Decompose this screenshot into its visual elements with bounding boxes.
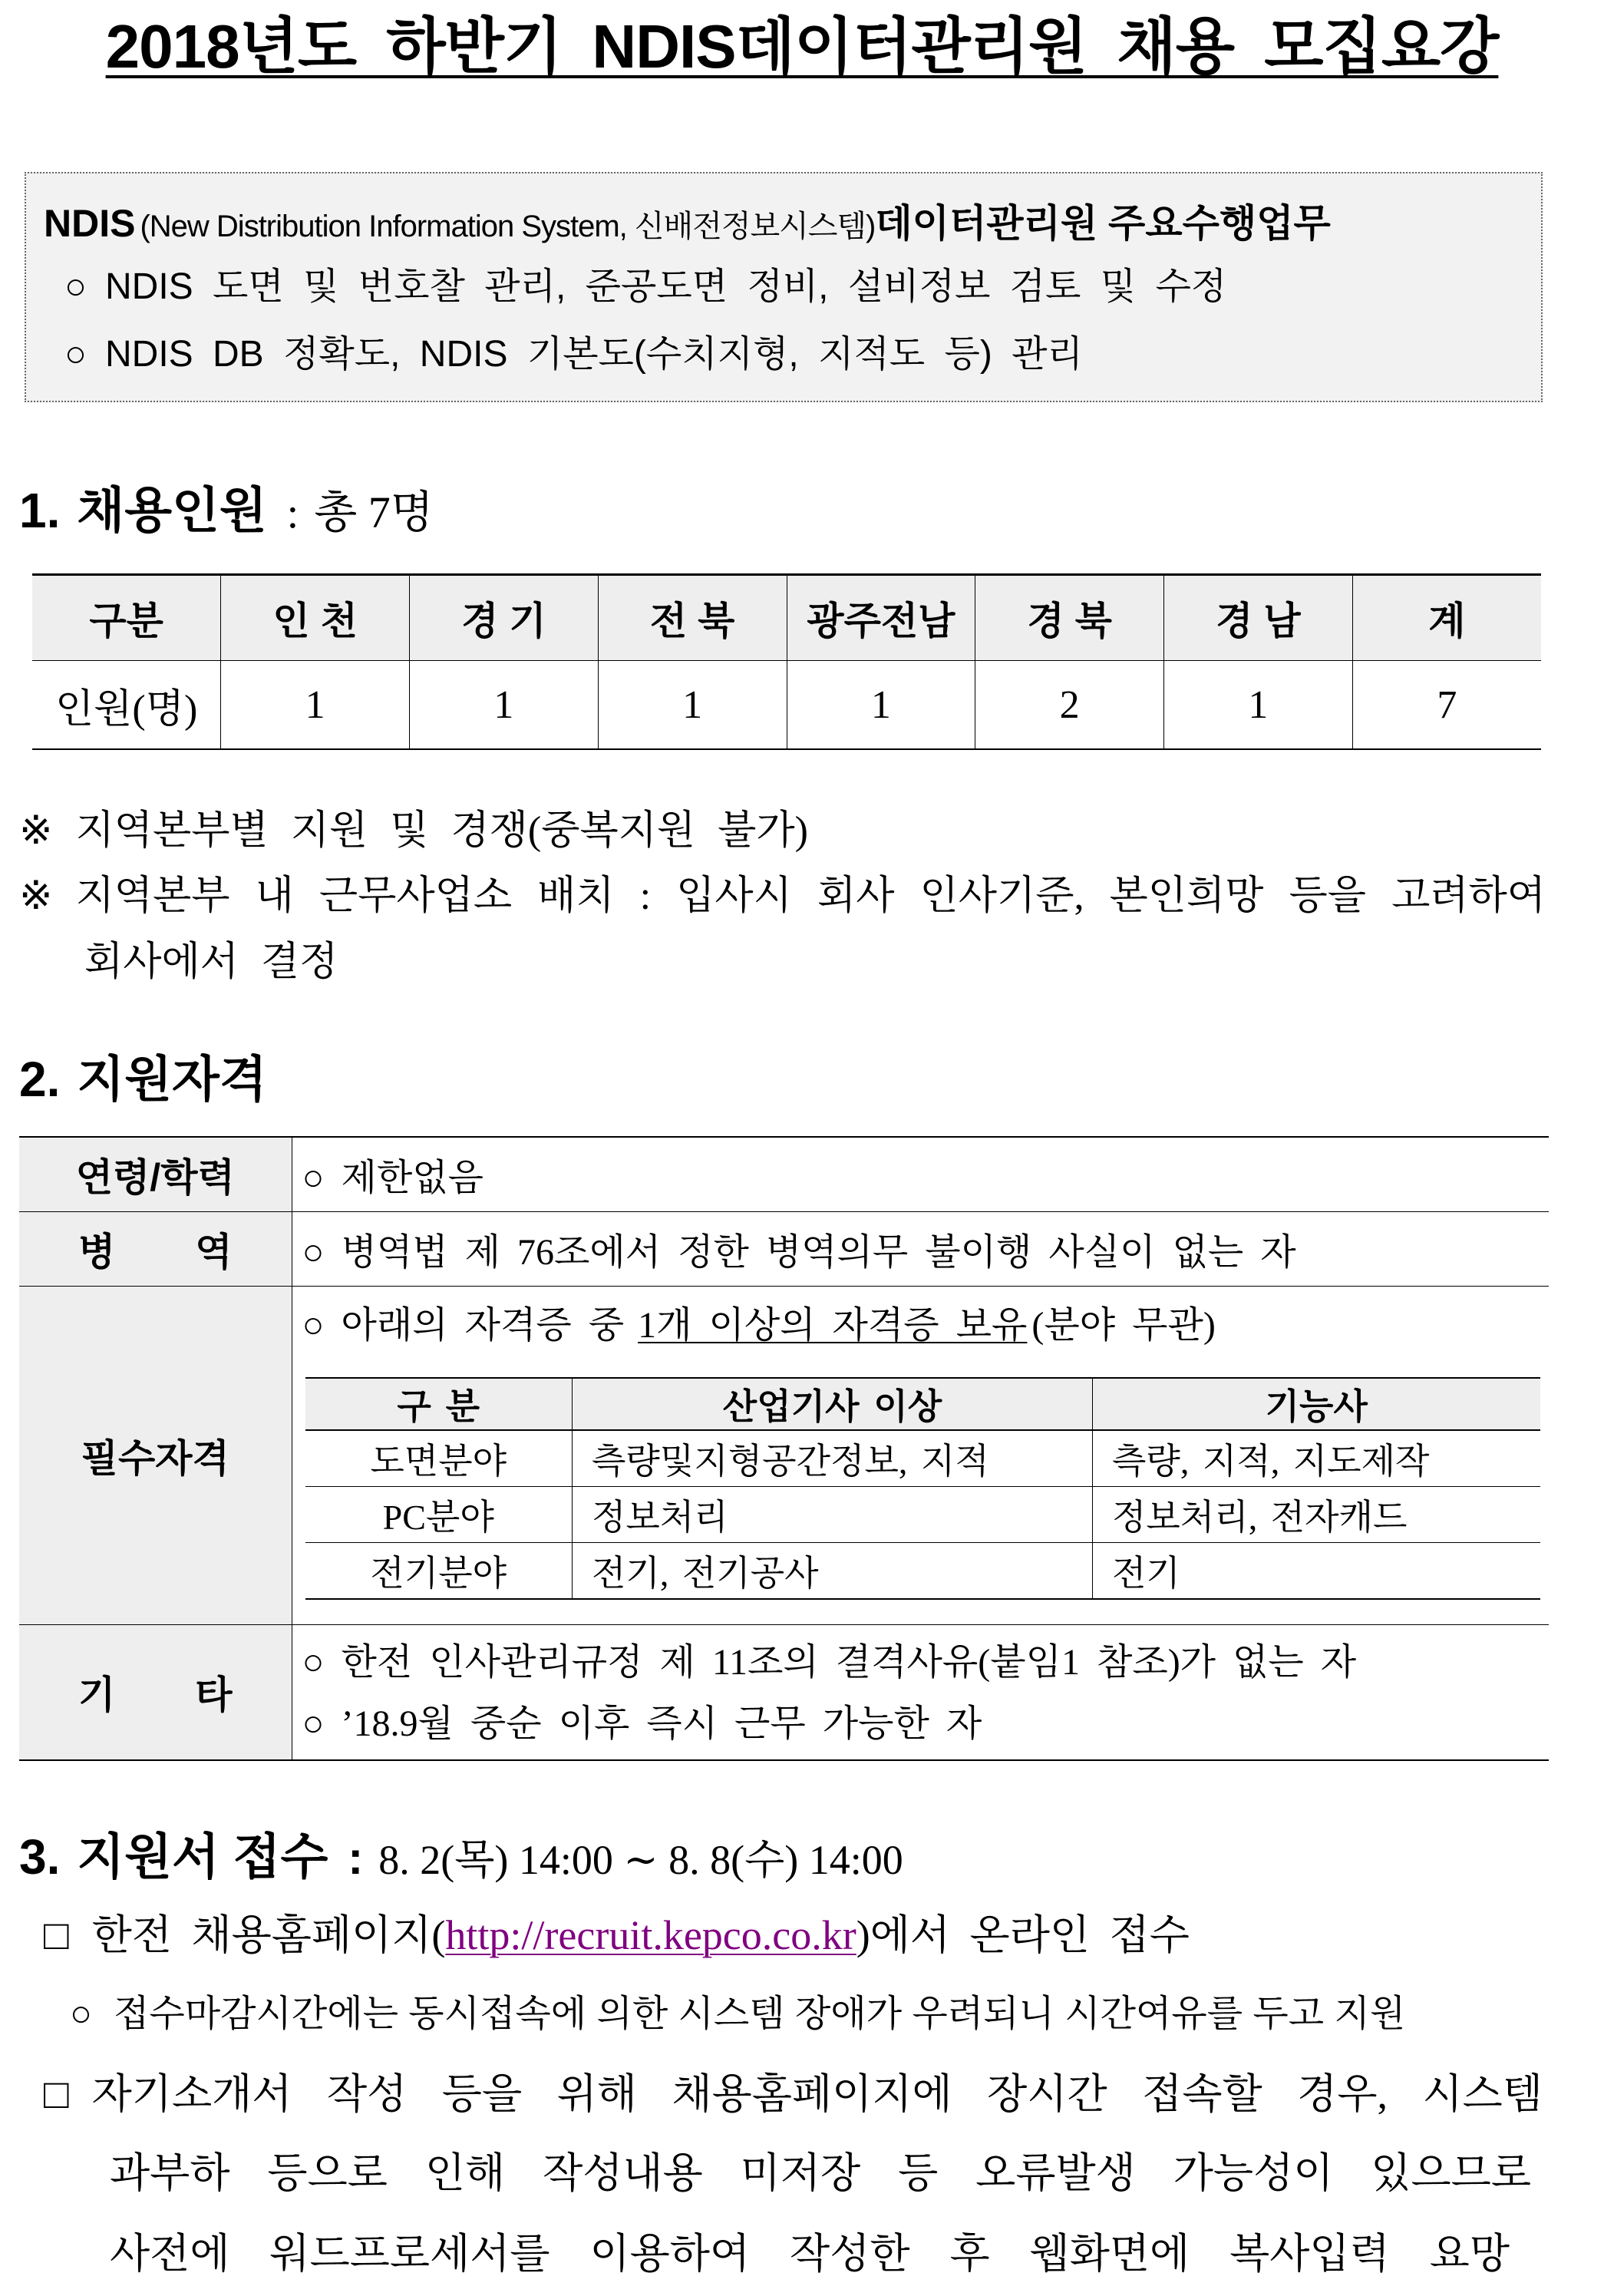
section-separator: : bbox=[348, 1832, 364, 1884]
table-cell: 정보처리, 전자캐드 bbox=[1093, 1486, 1540, 1542]
condition-text: ’18.9월 중순 이후 즉시 근무 가능한 자 bbox=[341, 1703, 982, 1744]
duties-heading bbox=[44, 193, 1331, 254]
table-cell: 측량, 지적, 지도제작 bbox=[1093, 1430, 1540, 1487]
table-cell: PC분야 bbox=[305, 1486, 573, 1542]
headcount-table bbox=[32, 573, 1541, 750]
reference-mark-icon: ※ bbox=[19, 809, 53, 853]
table-header-cell: 기능사 bbox=[1093, 1378, 1540, 1430]
table-header-row bbox=[32, 575, 1541, 661]
qualification-table bbox=[19, 1136, 1549, 1761]
note bbox=[19, 801, 808, 862]
circle-bullet-icon: ○ bbox=[302, 1158, 325, 1199]
section-separator: : bbox=[286, 490, 299, 537]
note-continuation: 회사에서 결정 bbox=[84, 940, 338, 984]
table-header-cell: 경 북 bbox=[975, 575, 1164, 661]
cert-intro-text: 아래의 자격증 중 bbox=[341, 1304, 625, 1346]
cert-cell bbox=[292, 1287, 1550, 1624]
ndis-abbr: NDIS bbox=[44, 202, 136, 245]
note bbox=[19, 866, 1546, 927]
table-cell: 도면분야 bbox=[305, 1430, 573, 1487]
section-title: 채용인원 bbox=[77, 483, 267, 538]
recruit-site-link[interactable]: http://recruit.kepco.co.kr bbox=[445, 1912, 856, 1958]
table-header-cell: 계 bbox=[1352, 575, 1541, 661]
row-label-text: 기 타 bbox=[78, 1673, 233, 1716]
note-text: 지역본부별 지원 및 경쟁(중복지원 불가) bbox=[75, 809, 808, 853]
duty-item-text: NDIS DB 정확도, NDIS 기본도(수치지형, 지적도 등) 관리 bbox=[105, 334, 1083, 375]
row-value bbox=[292, 1211, 1549, 1286]
table-cell: 측량및지형공간정보, 지적 bbox=[573, 1430, 1093, 1487]
table-header-cell: 전 북 bbox=[598, 575, 787, 661]
table-row bbox=[19, 1624, 1549, 1760]
table-cell: 1 bbox=[787, 661, 975, 750]
document-title: 2018년도 하반기 NDIS데이터관리원 채용 모집요강 bbox=[105, 12, 1499, 81]
duty-item bbox=[64, 256, 1226, 318]
headcount-summary: 총 7명 bbox=[314, 487, 434, 537]
table-header-cell: 구 분 bbox=[305, 1378, 573, 1430]
row-label: 연령/학력 bbox=[19, 1137, 292, 1211]
condition-item bbox=[302, 1693, 982, 1755]
circle-bullet-icon: ○ bbox=[70, 1994, 92, 2034]
row-value-text: 병역법 제 76조에서 정한 병역의무 불이행 사실이 없는 자 bbox=[341, 1232, 1296, 1273]
deadline-tip bbox=[70, 1984, 1405, 2045]
section-number: 3. bbox=[19, 1829, 61, 1885]
table-cell: 정보처리 bbox=[573, 1486, 1093, 1542]
row-label bbox=[19, 1624, 292, 1760]
draft-tip-continuation: 과부하 등으로 인해 작성내용 미저장 등 오류발생 가능성이 있으므로 bbox=[110, 2150, 1531, 2196]
circle-bullet-icon: ○ bbox=[302, 1641, 325, 1683]
section-number: 2. bbox=[19, 1052, 61, 1107]
deadline-tip-text: 접수마감시간에는 동시접속에 의한 시스템 장애가 우려되니 시간여유를 두고 지원 bbox=[114, 1994, 1406, 2034]
duties-box bbox=[25, 172, 1543, 402]
table-header-cell: 광주전남 bbox=[787, 575, 975, 661]
circle-bullet-icon: ○ bbox=[302, 1304, 325, 1346]
table-row bbox=[305, 1430, 1540, 1487]
table-cell: 1 bbox=[221, 661, 410, 750]
table-cell: 전기 bbox=[1093, 1542, 1540, 1599]
table-cell: 2 bbox=[975, 661, 1164, 750]
table-header-row bbox=[305, 1378, 1540, 1430]
circle-bullet-icon: ○ bbox=[302, 1703, 325, 1744]
ndis-expansion: (New Distribution Information System, 신배전정보시스템) bbox=[140, 210, 876, 243]
reference-mark-icon: ※ bbox=[19, 874, 53, 918]
condition-item bbox=[302, 1632, 1357, 1693]
application-period: 8. 2(목) 14:00 ∼ 8. 8(수) 14:00 bbox=[378, 1837, 903, 1883]
duty-item bbox=[64, 324, 1083, 385]
apply-online-text: )에서 온라인 접수 bbox=[856, 1912, 1190, 1958]
row-label-text: 병 역 bbox=[78, 1230, 233, 1274]
table-row bbox=[19, 1137, 1549, 1211]
section-1-heading bbox=[19, 476, 434, 545]
duty-item-text: NDIS 도면 및 번호찰 관리, 준공도면 정비, 설비정보 검토 및 수정 bbox=[105, 266, 1227, 307]
table-row bbox=[305, 1542, 1540, 1599]
row-label bbox=[19, 1211, 292, 1286]
table-cell: 인원(명) bbox=[32, 661, 221, 750]
draft-tip-continuation: 사전에 워드프로세서를 이용하여 작성한 후 웹화면에 복사입력 요망 bbox=[110, 2231, 1510, 2277]
table-row bbox=[32, 661, 1541, 750]
duties-title: 데이터관리원 주요수행업무 bbox=[875, 202, 1331, 245]
row-value-text: 제한없음 bbox=[341, 1158, 484, 1199]
row-value bbox=[292, 1624, 1549, 1760]
row-value bbox=[292, 1286, 1549, 1624]
table-cell: 7 bbox=[1352, 661, 1541, 750]
cert-requirement-emphasis: 1개 이상의 자격증 보유 bbox=[638, 1304, 1028, 1346]
table-cell: 1 bbox=[1164, 661, 1353, 750]
section-title: 지원서 접수 bbox=[77, 1829, 328, 1885]
section-title: 지원자격 bbox=[77, 1052, 267, 1107]
section-3-heading bbox=[19, 1822, 903, 1891]
draft-tip-text: 자기소개서 작성 등을 위해 채용홈페이지에 장시간 접속할 경우, 시스템 bbox=[91, 2071, 1543, 2117]
table-header-cell: 인 천 bbox=[221, 575, 410, 661]
section-2-heading bbox=[19, 1045, 267, 1114]
table-header-cell: 경 기 bbox=[410, 575, 599, 661]
draft-tip bbox=[44, 2063, 1543, 2125]
table-header-cell: 산업기사 이상 bbox=[573, 1378, 1093, 1430]
apply-online-text: 한전 채용홈페이지( bbox=[91, 1912, 446, 1958]
table-cell: 전기분야 bbox=[305, 1542, 573, 1599]
table-cell: 전기, 전기공사 bbox=[573, 1542, 1093, 1599]
table-row bbox=[305, 1486, 1540, 1542]
condition-text: 한전 인사관리규정 제 11조의 결격사유(붙임1 참조)가 없는 자 bbox=[341, 1641, 1357, 1683]
table-cell: 1 bbox=[410, 661, 599, 750]
circle-bullet-icon: ○ bbox=[64, 266, 87, 307]
section-number: 1. bbox=[19, 483, 61, 538]
table-row bbox=[19, 1211, 1549, 1286]
square-bullet-icon: □ bbox=[44, 2071, 69, 2117]
circle-bullet-icon: ○ bbox=[302, 1232, 325, 1273]
table-row bbox=[19, 1286, 1549, 1624]
row-label: 필수자격 bbox=[19, 1286, 292, 1624]
table-header-cell: 구분 bbox=[32, 575, 221, 661]
other-cell bbox=[292, 1625, 1550, 1759]
note-text: 지역본부 내 근무사업소 배치 : 입사시 회사 인사기준, 본인희망 등을 고려하여 bbox=[75, 874, 1546, 918]
circle-bullet-icon: ○ bbox=[64, 334, 87, 375]
apply-online-item bbox=[44, 1905, 1190, 1966]
square-bullet-icon: □ bbox=[44, 1912, 69, 1958]
cert-intro bbox=[302, 1295, 1216, 1356]
row-value bbox=[292, 1137, 1549, 1211]
table-header-cell: 경 남 bbox=[1164, 575, 1353, 661]
cert-intro-note: (분야 무관) bbox=[1031, 1304, 1216, 1346]
table-cell: 1 bbox=[598, 661, 787, 750]
certificate-table bbox=[305, 1377, 1540, 1600]
